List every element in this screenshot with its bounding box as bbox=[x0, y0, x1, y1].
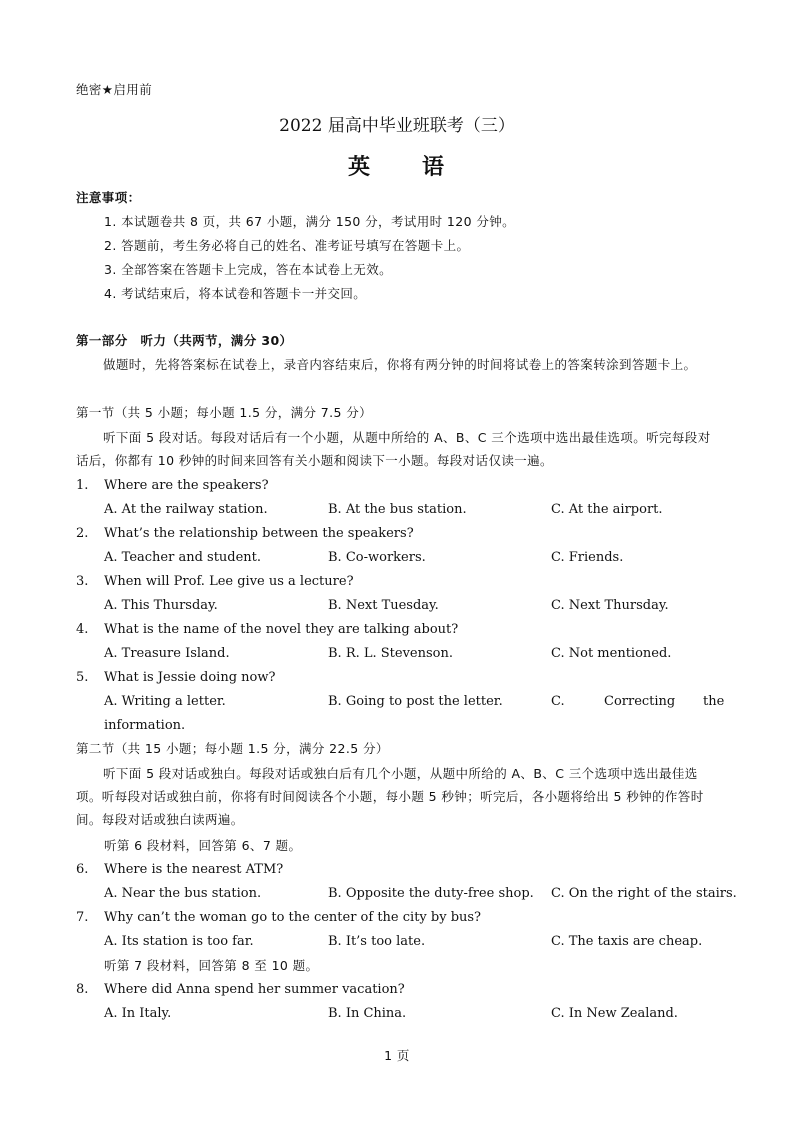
question-number: 2. bbox=[76, 526, 89, 541]
question-text: Where are the speakers? bbox=[104, 478, 269, 493]
question-text: Where did Anna spend her summer vacation? bbox=[104, 982, 405, 997]
option-b[interactable]: B. It’s too late. bbox=[328, 934, 426, 949]
option-c[interactable]: C. At the airport. bbox=[551, 502, 663, 517]
subject-char-2: 语 bbox=[422, 154, 447, 180]
option-a[interactable]: A. Treasure Island. bbox=[104, 646, 230, 661]
option-b[interactable]: B. Going to post the letter. bbox=[328, 694, 503, 709]
option-b[interactable]: B. In China. bbox=[328, 1006, 407, 1021]
exam-title: 2022 届高中毕业班联考（三） bbox=[279, 116, 515, 136]
page-number: 1 页 bbox=[384, 1048, 410, 1063]
option-b[interactable]: B. Next Tuesday. bbox=[328, 598, 439, 613]
option-b[interactable]: B. R. L. Stevenson. bbox=[328, 646, 454, 661]
option-c[interactable]: C. Not mentioned. bbox=[551, 646, 672, 661]
question-text: What’s the relationship between the speakers? bbox=[104, 526, 414, 541]
notice-item: 3. 全部答案在答题卡上完成，答在本试卷上无效。 bbox=[104, 262, 393, 277]
notice-item: 1. 本试题卷共 8 页，共 67 小题，满分 150 分，考试用时 120 分钟。 bbox=[104, 214, 516, 229]
subject-char-1: 英 bbox=[347, 154, 372, 180]
question-text: Where is the nearest ATM? bbox=[104, 862, 284, 877]
option-b[interactable]: B. At the bus station. bbox=[328, 502, 467, 517]
option-c[interactable]: C. On the right of the stairs. bbox=[551, 886, 737, 901]
option-b[interactable]: B. Opposite the duty-free shop. bbox=[328, 886, 534, 901]
part1-heading: 第一部分 听力（共两节，满分 30） bbox=[76, 333, 293, 348]
question-number: 1. bbox=[76, 478, 89, 493]
section2-heading: 第二节（共 15 小题；每小题 1.5 分，满分 22.5 分） bbox=[76, 741, 389, 756]
option-b[interactable]: B. Co-workers. bbox=[328, 550, 426, 565]
question-number: 8. bbox=[76, 982, 89, 997]
option-c[interactable]: C. The taxis are cheap. bbox=[551, 934, 703, 949]
option-c-letter[interactable]: C. bbox=[551, 694, 565, 709]
question-text: What is Jessie doing now? bbox=[104, 670, 276, 685]
option-c[interactable]: C. In New Zealand. bbox=[551, 1006, 678, 1021]
notice-item: 2. 答题前，考生务必将自己的姓名、准考证号填写在答题卡上。 bbox=[104, 238, 470, 253]
option-a[interactable]: A. At the railway station. bbox=[104, 502, 268, 517]
section1-heading: 第一节（共 5 小题；每小题 1.5 分，满分 7.5 分） bbox=[76, 405, 373, 420]
part1-intro: 做题时，先将答案标在试卷上，录音内容结束后，你将有两分钟的时间将试卷上的答案转涂到答题卡上。 bbox=[103, 357, 697, 372]
option-a[interactable]: A. In Italy. bbox=[104, 1006, 172, 1021]
option-a[interactable]: A. Its station is too far. bbox=[104, 934, 254, 949]
option-c[interactable]: C. Friends. bbox=[551, 550, 624, 565]
option-c-word[interactable]: the bbox=[703, 694, 725, 709]
question-number: 7. bbox=[76, 910, 89, 925]
question-text: Why can’t the woman go to the center of the city by bus? bbox=[104, 910, 482, 925]
option-c[interactable]: C. Next Thursday. bbox=[551, 598, 669, 613]
option-a[interactable]: A. This Thursday. bbox=[104, 598, 218, 613]
material-note: 听第 7 段材料，回答第 8 至 10 题。 bbox=[104, 958, 319, 973]
notice-heading: 注意事项： bbox=[76, 190, 141, 205]
question-text: What is the name of the novel they are talking about? bbox=[104, 622, 459, 637]
option-c-word[interactable]: Correcting bbox=[604, 694, 676, 709]
section1-intro: 听下面 5 段对话。每段对话后有一个小题，从题中所给的 A、B、C 三个选项中选出最佳选项。听完每段对话后，你都有 10 秒钟的时间来回答有关小题和阅读下一小题。每段对话仅读一遍。 bbox=[76, 430, 711, 468]
notice-item: 4. 考试结束后，将本试卷和答题卡一并交回。 bbox=[104, 286, 367, 301]
material-note: 听第 6 段材料，回答第 6、7 题。 bbox=[104, 838, 302, 853]
option-c-word[interactable]: information. bbox=[104, 718, 186, 733]
option-a[interactable]: A. Near the bus station. bbox=[104, 886, 262, 901]
section2-intro: 听下面 5 段对话或独白。每段对话或独白后有几个小题，从题中所给的 A、B、C 三个选项中选出最佳选项。听每段对话或独白前，你将有时间阅读各个小题，每小题 5 秒钟；听完后，各小题将给出 5 秒钟的作答时间。每段对话或独白读两遍。 bbox=[76, 766, 704, 827]
question-number: 4. bbox=[76, 622, 89, 637]
confidential-label: 绝密★启用前 bbox=[76, 82, 153, 97]
question-text: When will Prof. Lee give us a lecture? bbox=[104, 574, 354, 589]
subject-title bbox=[0, 150, 794, 181]
option-a[interactable]: A. Teacher and student. bbox=[104, 550, 262, 565]
question-number: 5. bbox=[76, 670, 89, 685]
option-a[interactable]: A. Writing a letter. bbox=[104, 694, 226, 709]
question-number: 3. bbox=[76, 574, 89, 589]
question-number: 6. bbox=[76, 862, 89, 877]
